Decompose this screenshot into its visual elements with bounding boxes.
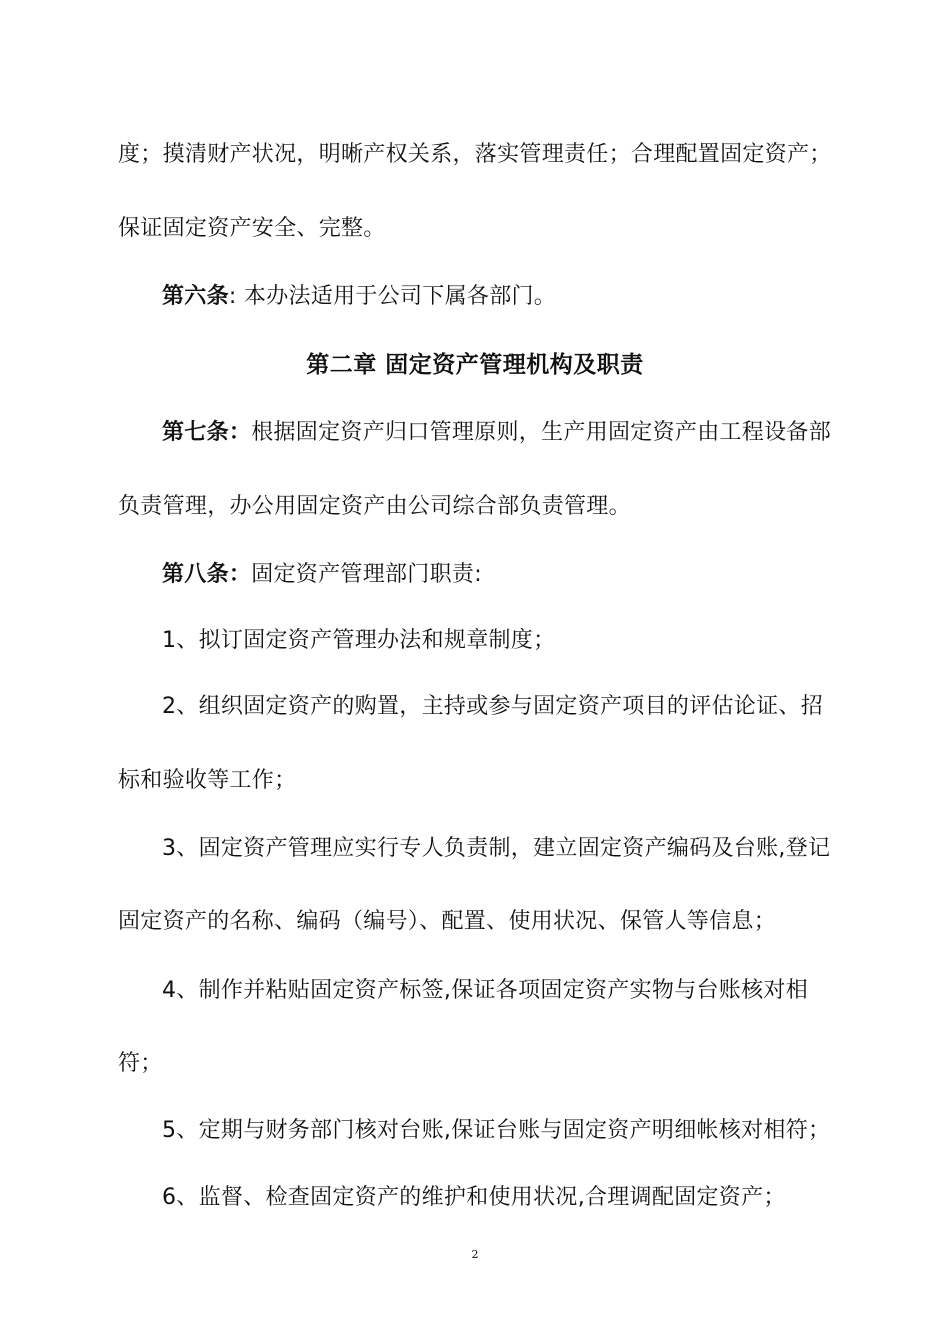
list-item: 4、制作并粘贴固定资产标签,保证各项固定资产实物与台账核对相	[162, 978, 808, 1003]
article-7-label: 第七条：	[162, 420, 252, 445]
article-6-text: : 本办法适用于公司下属各部门。	[228, 284, 557, 309]
paragraph-line: 度；摸清财产状况，明晰产权关系，落实管理责任；合理配置固定资产；	[118, 142, 832, 167]
chapter-2-title: 第二章 固定资产管理机构及职责	[306, 352, 644, 378]
article-8	[162, 560, 838, 590]
article-6	[162, 282, 838, 312]
list-item: 2、组织固定资产的购置，主持或参与固定资产项目的评估论证、招	[162, 694, 823, 719]
article-8-text: 固定资产管理部门职责:	[251, 562, 482, 587]
list-item-continuation: 固定资产的名称、编码（编号）、配置、使用状况、保管人等信息；	[118, 909, 777, 934]
article-7	[162, 418, 838, 448]
list-item: 3、固定资产管理应实行专人负责制，建立固定资产编码及台账,登记	[162, 836, 831, 861]
article-8-label: 第八条：	[162, 562, 252, 587]
article-6-label: 第六条	[162, 284, 229, 309]
paragraph-line: 保证固定资产安全、完整。	[118, 216, 386, 241]
paragraph-line: 负责管理，办公用固定资产由公司综合部负责管理。	[118, 494, 631, 519]
list-item: 6、监督、检查固定资产的维护和使用状况,合理调配固定资产；	[162, 1185, 786, 1210]
article-7-text: 根据固定资产归口管理原则，生产用固定资产由工程设备部	[251, 420, 832, 445]
page-number: 2	[471, 1248, 479, 1261]
list-item-continuation: 标和验收等工作；	[118, 768, 297, 793]
list-item: 5、定期与财务部门核对台账,保证台账与固定资产明细帐核对相符；	[162, 1118, 831, 1143]
list-item: 1、拟订固定资产管理办法和规章制度；	[162, 628, 556, 653]
list-item-continuation: 符；	[118, 1051, 163, 1076]
